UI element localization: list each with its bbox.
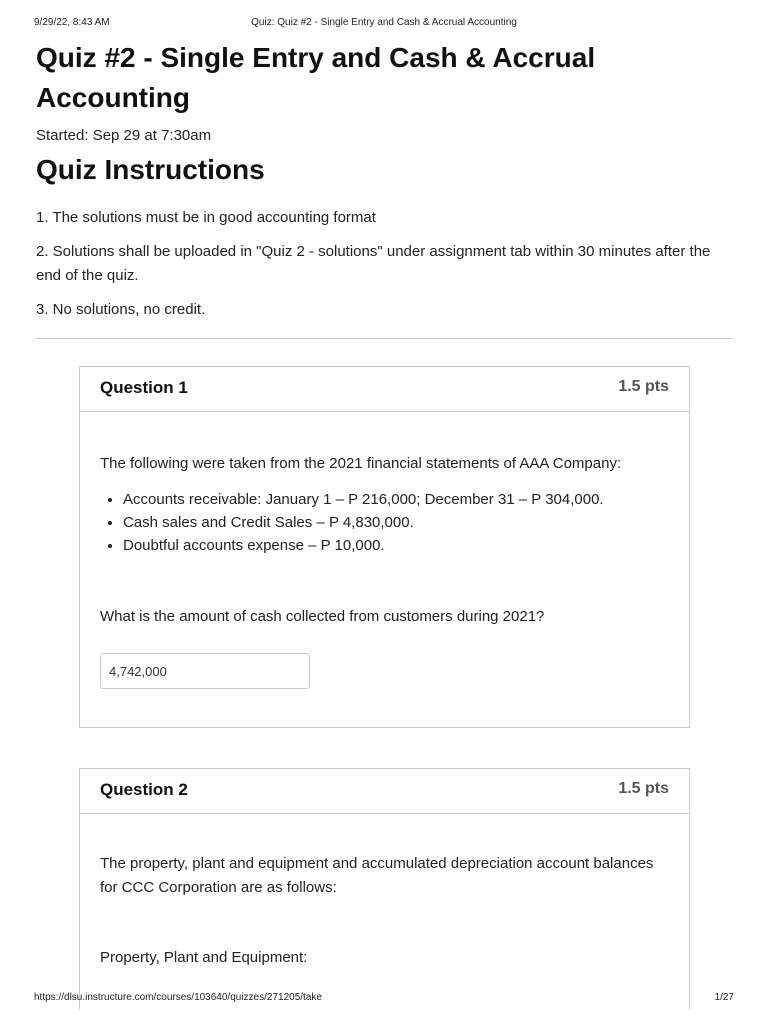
question-bullet-list: [100, 488, 669, 557]
question-body: [80, 852, 689, 970]
question-2-card: [79, 768, 690, 1009]
question-prompt: What is the amount of cash collected from customers during 2021?: [100, 608, 545, 625]
print-header: [36, 17, 732, 31]
answer-input[interactable]: [100, 653, 310, 689]
print-page-number: 1/27: [714, 992, 734, 1003]
print-datetime: 9/29/22, 8:43 AM: [34, 17, 110, 28]
answer-field-wrapper: [100, 653, 669, 689]
question-title: Question 1: [100, 378, 188, 397]
question-points: 1.5 pts: [618, 780, 669, 797]
question-intro: The property, plant and equipment and accumulated depreciation account balances for CCC Corporation are as follows:: [100, 855, 654, 896]
question-title: Question 2: [100, 780, 188, 799]
question-header: [80, 367, 689, 412]
question-intro: The following were taken from the 2021 financial statements of AAA Company:: [100, 455, 622, 472]
instruction-item: 2. Solutions shall be uploaded in "Quiz 2 - solutions" under assignment tab within 30 minutes after the end of the quiz.: [36, 243, 711, 284]
question-bullet: • Doubtful accounts expense – P 10,000.: [123, 534, 669, 557]
instructions-heading: Quiz Instructions: [36, 154, 265, 185]
instructions-divider: [36, 338, 733, 339]
quiz-title: Quiz #2 - Single Entry and Cash & Accrual Accounting: [36, 42, 596, 113]
quiz-started-time: Started: Sep 29 at 7:30am: [36, 127, 212, 144]
instructions-list: [36, 206, 733, 322]
instruction-item: 1. The solutions must be in good accounting format: [36, 209, 376, 226]
question-bullet: • Accounts receivable: January 1 – P 216,000; December 31 – P 304,000.: [123, 488, 669, 511]
print-footer-url: https://dlsu.instructure.com/courses/103640/quizzes/271205/take: [34, 992, 322, 1003]
question-bullet: • Cash sales and Credit Sales – P 4,830,000.: [123, 511, 669, 534]
question-body: [80, 452, 689, 689]
question-1-card: [79, 366, 690, 728]
print-page-title: Quiz: Quiz #2 - Single Entry and Cash & Accrual Accounting: [251, 17, 517, 28]
question-subheading: Property, Plant and Equipment:: [100, 949, 308, 966]
instruction-item: 3. No solutions, no credit.: [36, 301, 206, 318]
question-header: [80, 769, 689, 814]
quiz-content: [36, 38, 733, 332]
question-points: 1.5 pts: [618, 378, 669, 395]
